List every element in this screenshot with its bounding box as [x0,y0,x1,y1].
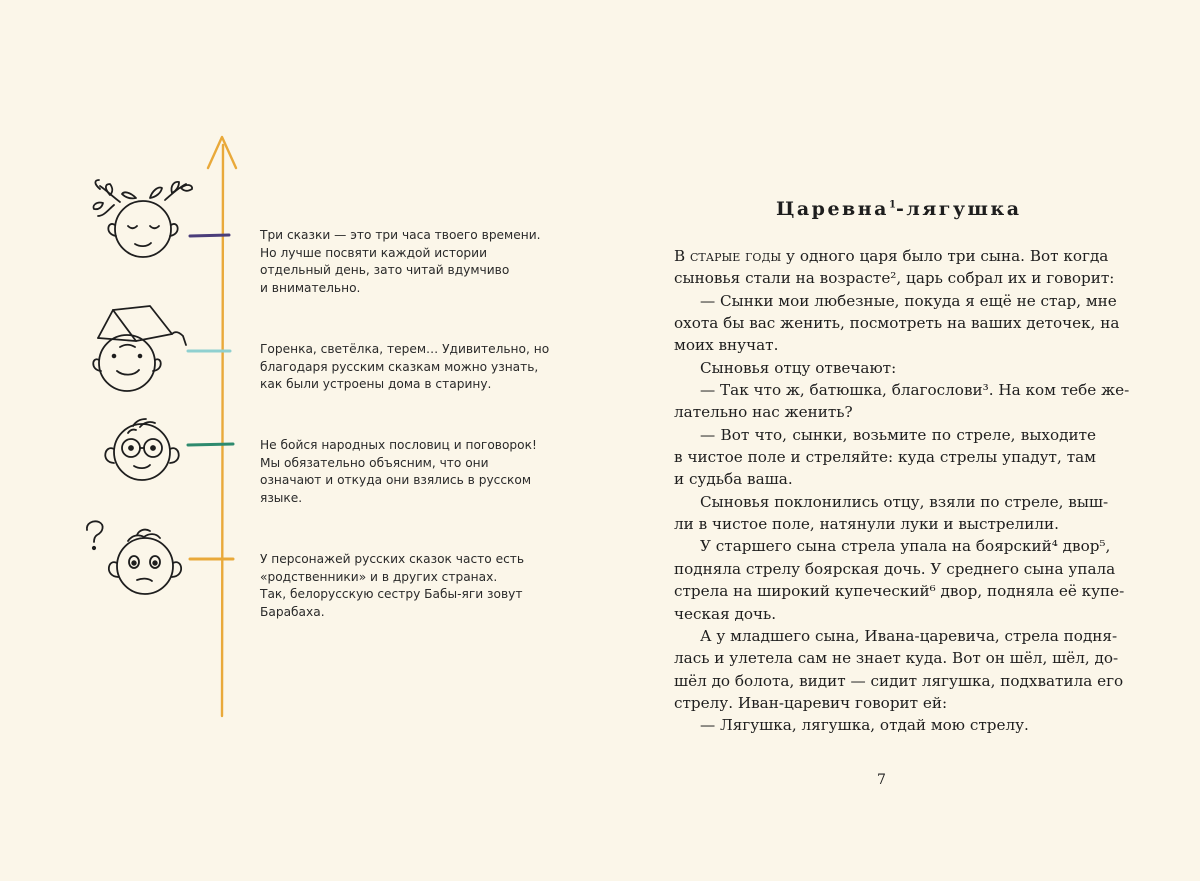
note-line: Барабаха. [260,604,325,619]
timeline-tick-1 [190,235,229,236]
note-line: Не бойся народных пословиц и поговорок! [260,438,537,452]
story-line: — Сынки мои любезные, покуда я ещё не стар, мне [700,291,1117,310]
story-line: стрелу. Иван-царевич говорит ей: [674,693,948,712]
note-line: отдельный день, зато читай вдумчиво [260,263,510,277]
story-line: ли в чистое поле, натянули луки и выстрелили. [674,515,1059,534]
story-line: в чистое поле и стреляйте: куда стрелы упадут, там [674,448,1096,467]
story-line: Сыновья отцу отвечают: [700,358,897,377]
note-line: Три сказки — это три часа твоего времени. [260,228,541,242]
arrow-icon [208,137,236,716]
note-line: «родственники» и в других странах. [260,569,498,584]
story-line: Сыновья поклонились отцу, взяли по стреле, выш- [700,492,1109,511]
opening-small-caps: В старые годы [674,247,782,265]
note-line: Но лучше посвяти каждой истории [260,245,487,260]
story-line: — Вот что, сынки, возьмите по стреле, выходите [700,425,1096,444]
page-number: 7 [877,772,886,788]
note-line: Горенка, светёлка, терем… Удивительно, но [260,342,550,356]
story-title [776,198,1022,220]
title-footnote-marker: 1 [888,199,896,211]
note-line: благодаря русским сказкам можно узнать, [260,359,539,374]
glasses-face-icon [105,419,178,480]
timeline-tick-3 [188,444,233,445]
story-line: У старшего сына стрела упала на боярский⁴ двор⁵, [700,537,1111,556]
note-line: как были устроены дома в старину. [260,377,492,391]
title-rest: -лягушка [895,198,1022,220]
timeline-note-1 [260,227,550,297]
timeline-note-3 [260,437,550,507]
note-line: языке. [260,490,303,505]
story-line: ческая дочь. [674,604,777,623]
story-line: лась и улетела сам не знает куда. Вот он шёл, шёл, до- [674,649,1119,668]
right-page [600,0,1200,881]
story-line: сыновья стали на возрасте², царь собрал их и говорит: [674,269,1115,288]
story-line: В старые годы у одного царя было три сына. Вот когда [674,247,1109,265]
story-line: — Лягушка, лягушка, отдай мою стрелу. [700,716,1029,735]
story-line: подняла стрелу боярская дочь. У среднего сына упала [674,559,1116,578]
story-line: шёл до болота, видит — сидит лягушка, подхватила его [674,671,1124,690]
story-text [674,245,1130,737]
timeline-note-2 [260,341,550,394]
laurel-face-icon [93,180,192,257]
story-line: — Так что ж, батюшка, благослови³. На ком тебе же- [700,381,1130,400]
story-line: и судьба ваша. [674,470,793,489]
story-line: А у младшего сына, Ивана-царевича, стрела подня- [700,626,1118,645]
note-line: означают и откуда они взялись в русском [260,473,532,487]
story-line: охота бы вас женить, посмотреть на ваших деточек, на [674,314,1120,333]
story-line: стрела на широкий купеческий⁶ двор, подняла её купе- [674,582,1125,601]
story-line: моих внучат. [674,336,779,355]
question-face-icon [87,521,181,594]
note-line: Мы обязательно объясним, что они [260,455,489,470]
note-line: Так, белорусскую сестру Бабы-яги зовут [260,587,523,601]
timeline-note-4 [260,551,550,621]
story-line: лательно нас женить? [674,403,853,422]
title-word: Царевна [776,198,889,220]
note-line: У персонажей русских сказок часто есть [260,552,525,566]
note-line: и внимательно. [260,280,361,295]
scholar-cap-face-icon [93,306,186,391]
